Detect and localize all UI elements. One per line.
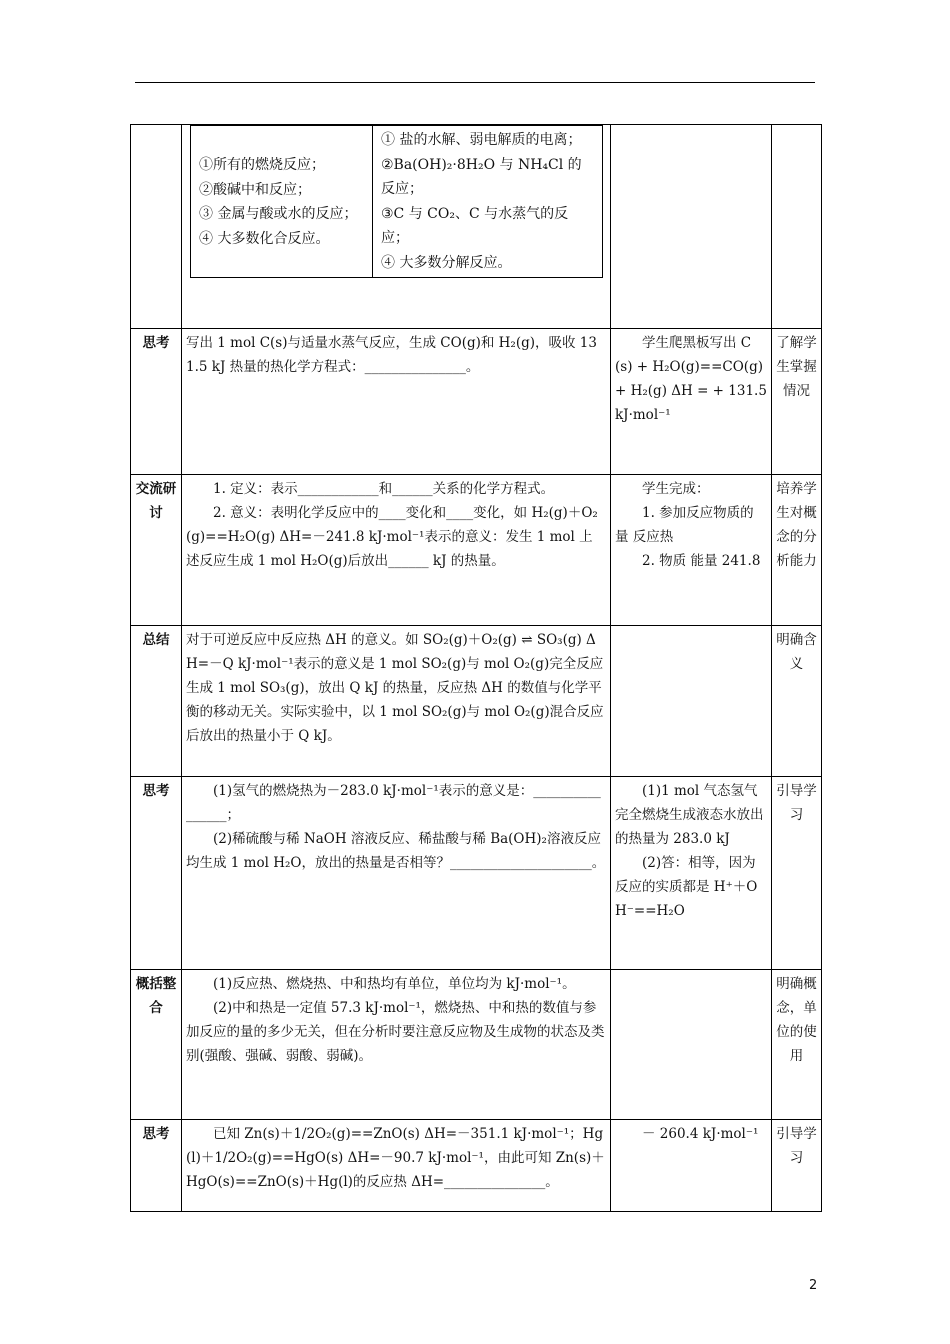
- row-goal: 引导学习: [772, 1120, 822, 1212]
- student-text: 2. 物质 能量 241.8: [642, 553, 761, 569]
- student-text: 学生爬黑板写出 C(s) + H₂O(g)==CO(g) + H₂(g) ΔH = + 131.5 kJ·mol⁻¹: [615, 335, 767, 423]
- row-label: 交流研讨: [131, 475, 182, 626]
- row-content: [182, 475, 611, 626]
- row-goal: 明确概念，单位的使用: [772, 970, 822, 1120]
- student-activity: [611, 970, 772, 1120]
- content-text: 已知 Zn(s)＋1/2O₂(g)==ZnO(s) ΔH=－351.1 kJ·mol⁻¹；Hg(l)＋1/2O₂(g)==HgO(s) ΔH=－90.7 kJ·mol⁻¹，由此可知 Zn(s)＋HgO(s)==ZnO(s)＋Hg(l)的反应热 ΔH=_______________。: [186, 1126, 605, 1190]
- reaction-types-table: [190, 125, 603, 278]
- table-row: [131, 1120, 822, 1212]
- list-item: ③C 与 CO₂、C 与水蒸气的反应；: [381, 205, 569, 246]
- row-goal: 了解学生掌握情况: [772, 329, 822, 475]
- student-activity: [611, 777, 772, 970]
- content-text: (2)稀硫酸与稀 NaOH 溶液反应、稀盐酸与稀 Ba(OH)₂溶液反应均生成 1 mol H₂O，放出的热量是否相等？_____________________。: [186, 831, 606, 871]
- row-content: [182, 626, 611, 777]
- row-goal: 引导学习: [772, 777, 822, 970]
- student-activity: [611, 626, 772, 777]
- list-item: ④ 大多数化合反应。: [199, 230, 330, 247]
- student-text: (1)1 mol 气态氢气完全燃烧生成液态水放出的热量为 283.0 kJ: [615, 783, 764, 847]
- row-label: 总结: [131, 626, 182, 777]
- list-item: ①所有的燃烧反应；: [199, 157, 325, 173]
- row-label: 思考: [131, 329, 182, 475]
- goal-cell: [772, 125, 822, 329]
- row-label: 思考: [131, 777, 182, 970]
- row-content: [182, 329, 611, 475]
- row-content: [182, 1120, 611, 1212]
- row-goal: 培养学生对概念的分析能力: [772, 475, 822, 626]
- content-text: (2)中和热是一定值 57.3 kJ·mol⁻¹，燃烧热、中和热的数值与参加反应的量的多少无关，但在分析时要注意反应物及生成物的状态及类别(强酸、强碱、弱酸、弱碱)。: [186, 1000, 605, 1064]
- student-activity: [611, 475, 772, 626]
- content-text: 1. 定义：表示____________和______关系的化学方程式。: [213, 481, 555, 497]
- table-row: [131, 626, 822, 777]
- table-row: [131, 125, 822, 329]
- row-goal: 明确含义: [772, 626, 822, 777]
- student-text: － 260.4 kJ·mol⁻¹: [642, 1126, 759, 1142]
- row-content: [182, 777, 611, 970]
- content-text: 2. 意义：表明化学反应中的____变化和____变化，如 H₂(g)＋O₂(g)==H₂O(g) ΔH=－241.8 kJ·mol⁻¹表示的意义：发生 1 mol 上述反应生成 1 mol H₂O(g)后放出______ kJ 的热量。: [186, 505, 598, 569]
- row-content: [182, 970, 611, 1120]
- student-text: 学生完成：: [642, 481, 710, 497]
- table-row: [131, 970, 822, 1120]
- row-label-empty: [131, 125, 182, 329]
- student-activity: [611, 1120, 772, 1212]
- table-row: [131, 329, 822, 475]
- row-label: 思考: [131, 1120, 182, 1212]
- student-cell: [611, 125, 772, 329]
- table-row: [131, 475, 822, 626]
- student-activity: [611, 329, 772, 475]
- content-text: (1)氢气的燃烧热为－283.0 kJ·mol⁻¹表示的意义是：________________；: [186, 783, 601, 823]
- list-item: ④ 大多数分解反应。: [381, 254, 512, 271]
- student-text: (2)答：相等，因为反应的实质都是 H⁺＋OH⁻==H₂O: [615, 855, 758, 919]
- table-row: [131, 777, 822, 970]
- content-text: 对于可逆反应中反应热 ΔH 的意义。如 SO₂(g)＋O₂(g) ⇌ SO₃(g) ΔH=－Q kJ·mol⁻¹表示的意义是 1 mol SO₂(g)与 mol O₂(g)完全反应生成 1 mol SO₃(g)，放出 Q kJ 的热量，反应热 ΔH 的数值与化学平衡的移动无关。实际实验中，以 1 mol SO₂(g)与 mol O₂(g)混合反应后放出的热量小于 Q kJ。: [186, 632, 604, 744]
- content-text: (1)反应热、燃烧热、中和热均有单位，单位均为 kJ·mol⁻¹。: [213, 976, 576, 992]
- list-item: ②Ba(OH)₂·8H₂O 与 NH₄Cl 的反应；: [381, 156, 582, 197]
- row-label: 概括整合: [131, 970, 182, 1120]
- lesson-table: [130, 124, 822, 1212]
- list-item: ① 盐的水解、弱电解质的电离；: [381, 132, 582, 148]
- header-rule: [135, 82, 815, 83]
- list-item: ③ 金属与酸或水的反应；: [199, 206, 358, 222]
- content-text: 写出 1 mol C(s)与适量水蒸气反应，生成 CO(g)和 H₂(g)，吸收 131.5 kJ 热量的热化学方程式：_______________。: [186, 335, 597, 375]
- student-text: 1. 参加反应物质的量 反应热: [615, 505, 754, 545]
- endothermic-list: [373, 126, 603, 278]
- page-number: 2: [809, 1278, 818, 1293]
- reaction-types-cell: [182, 125, 611, 329]
- list-item: ②酸碱中和反应；: [199, 181, 311, 198]
- exothermic-list: [191, 126, 373, 278]
